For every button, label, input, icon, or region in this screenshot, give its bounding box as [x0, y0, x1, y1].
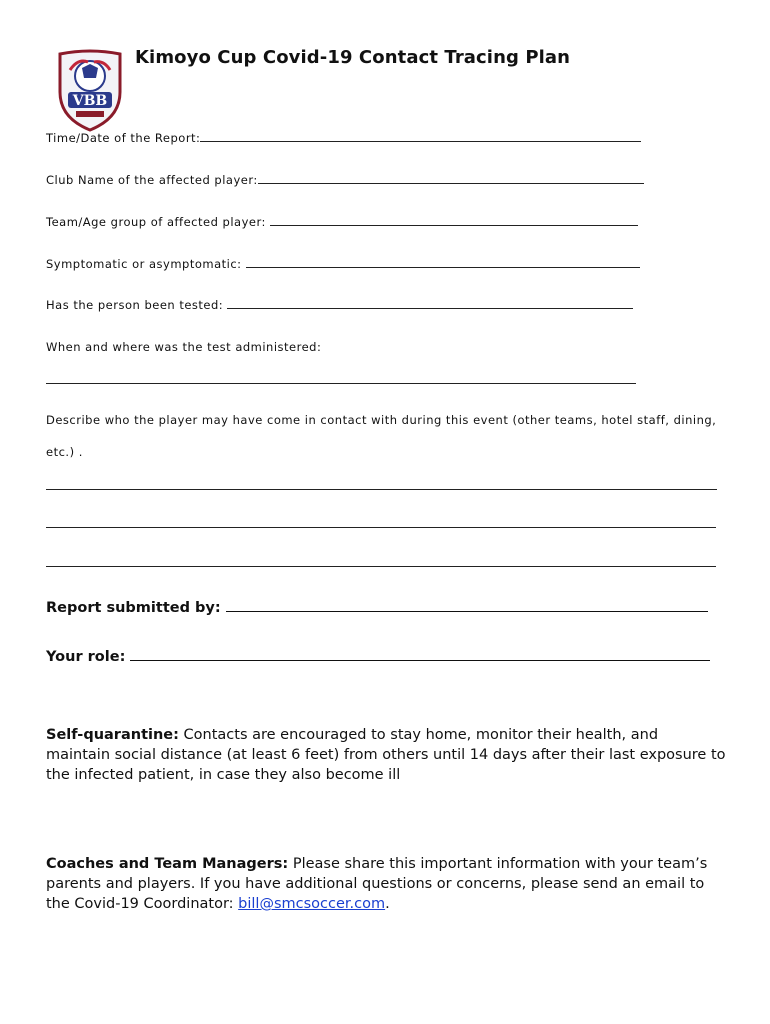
describe-label-line2: etc.) .: [46, 445, 83, 459]
vbb-crest-logo: [54, 48, 126, 132]
describe-blank-3[interactable]: [46, 566, 716, 567]
self-quarantine-heading: Self-quarantine:: [46, 727, 179, 743]
time-date-field[interactable]: [46, 131, 641, 145]
coaches-body: Please share this important information with your team’s parents and players. If you have additional questions or concerns, please send an email to the Covid-19 Coordinator:: [46, 856, 708, 912]
when-where-label: When and where was the test administered:: [46, 340, 322, 354]
tested-label: Has the person been tested:: [46, 298, 224, 312]
submitted-by-field[interactable]: [46, 598, 708, 616]
coaches-paragraph: [46, 854, 726, 914]
time-date-blank[interactable]: [200, 131, 641, 142]
logo-text: VBB: [72, 93, 108, 109]
club-name-label: Club Name of the affected player:: [46, 173, 258, 187]
coaches-heading: Coaches and Team Managers:: [46, 856, 289, 872]
team-age-blank[interactable]: [270, 215, 638, 226]
tested-blank[interactable]: [227, 298, 633, 309]
symptomatic-label: Symptomatic or asymptomatic:: [46, 257, 242, 271]
your-role-field[interactable]: [46, 647, 710, 665]
when-where-blank[interactable]: [46, 383, 636, 384]
club-name-blank[interactable]: [258, 173, 644, 184]
your-role-label: Your role:: [46, 649, 126, 665]
submitted-by-blank[interactable]: [226, 598, 708, 612]
team-age-field[interactable]: [46, 215, 638, 229]
time-date-label: Time/Date of the Report:: [46, 131, 201, 145]
your-role-blank[interactable]: [130, 647, 710, 661]
describe-blank-1[interactable]: [46, 489, 717, 490]
coaches-end: .: [385, 896, 390, 912]
symptomatic-field[interactable]: [46, 257, 640, 271]
describe-blank-2[interactable]: [46, 527, 716, 528]
team-age-label: Team/Age group of affected player:: [46, 215, 266, 229]
self-quarantine-paragraph: [46, 725, 726, 785]
document-title: Kimoyo Cup Covid-19 Contact Tracing Plan: [135, 47, 571, 68]
tested-field[interactable]: [46, 298, 633, 312]
symptomatic-blank[interactable]: [246, 257, 640, 268]
describe-label-line1: Describe who the player may have come in contact with during this event (other teams, hotel staff, dining,: [46, 413, 717, 427]
self-quarantine-body: Contacts are encouraged to stay home, monitor their health, and maintain social distance (at least 6 feet) from others until 14 days after their last exposure to the infected patient, in case they also become ill: [46, 727, 726, 783]
submitted-by-label: Report submitted by:: [46, 600, 221, 616]
coordinator-email-link[interactable]: bill@smcsoccer.com: [238, 896, 386, 912]
club-name-field[interactable]: [46, 173, 644, 187]
